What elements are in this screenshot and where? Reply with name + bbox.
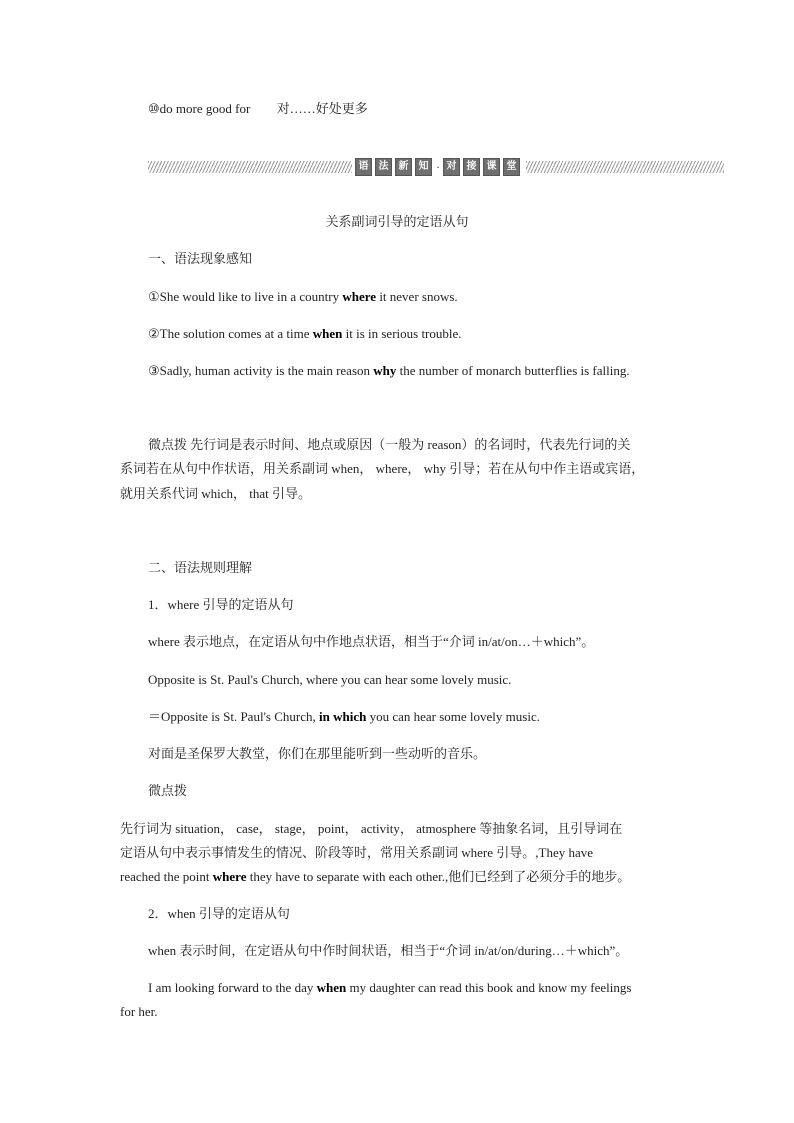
translation: 对面是圣保罗大教堂，你们在那里能听到一些动听的音乐。 <box>148 746 487 761</box>
tip-paragraph-line: 就用关系代词 which， that 引导。 <box>120 486 312 501</box>
example-sentence: Opposite is St. Paul's Church, where you can hear some lovely music. <box>148 672 512 687</box>
tip-paragraph-line: 微点拨 先行词是表示时间、地点或原因（一般为 reason）的名词时，代表先行词的关 <box>148 437 631 452</box>
phrase-label: ⑩do more good for <box>148 101 251 116</box>
banner-char: 课 <box>483 158 500 176</box>
keyword: when <box>312 326 343 341</box>
banner-char: 语 <box>355 158 372 176</box>
example-sentence: ②The solution comes at a time when it is in serious trouble. <box>148 326 462 341</box>
banner-char: 接 <box>463 158 480 176</box>
banner-char: 新 <box>395 158 412 176</box>
part2-heading: 二、语法规则理解 <box>148 560 253 575</box>
part1-heading: 一、语法现象感知 <box>148 251 253 266</box>
rule-text: when 表示时间，在定语从句中作时间状语，相当于“介词 in/at/on/during…＋which”。 <box>148 943 629 958</box>
banner-char: 知 <box>415 158 432 176</box>
subsection-title: 1．where 引导的定语从句 <box>148 597 294 612</box>
banner-hatch-left <box>148 161 352 173</box>
subsection-title: 2．when 引导的定语从句 <box>148 906 290 921</box>
example-equivalent: ＝Opposite is St. Paul's Church, in which you can hear some lovely music. <box>148 709 540 724</box>
keyword: in which <box>319 709 367 724</box>
tip-paragraph-line: 先行词为 situation， case， stage， point， activity， atmosphere 等抽象名词，且引导词在 <box>120 821 623 836</box>
section-title: 关系副词引导的定语从句 <box>325 214 469 229</box>
banner-char: 堂 <box>503 158 520 176</box>
banner-hatch-right <box>526 161 724 173</box>
tip-paragraph-line: 系词若在从句中作状语，用关系副词 when， where， why 引导；若在从句中作主语或宾语， <box>120 461 645 476</box>
keyword: when <box>316 980 347 995</box>
keyword: where <box>342 289 377 304</box>
example-sentence: I am looking forward to the day when my daughter can read this book and know my feelings <box>148 980 632 995</box>
tip-label: 微点拨 <box>148 783 188 798</box>
phrase-meaning: 对……好处更多 <box>276 101 368 116</box>
section-banner <box>148 157 724 177</box>
tip-paragraph-line: 定语从句中表示事情发生的情况、阶段等时，常用关系副词 where 引导。,They have <box>120 845 594 860</box>
tip-paragraph-line: reached the point where they have to separate with each other.,他们已经到了必须分手的地步。 <box>120 869 631 884</box>
example-sentence: ③Sadly, human activity is the main reason why the number of monarch butterflies is falling. <box>148 363 630 378</box>
example-sentence: ①She would like to live in a country where it never snows. <box>148 289 458 304</box>
banner-separator: · <box>436 159 440 174</box>
banner-badges <box>355 157 523 177</box>
banner-char: 对 <box>443 158 460 176</box>
rule-text: where 表示地点，在定语从句中作地点状语，相当于“介词 in/at/on…＋which”。 <box>148 634 595 649</box>
example-continuation: for her. <box>120 1004 158 1019</box>
keyword: where <box>212 869 247 884</box>
banner-char: 法 <box>375 158 392 176</box>
phrase-item <box>148 100 368 118</box>
keyword: why <box>373 363 397 378</box>
